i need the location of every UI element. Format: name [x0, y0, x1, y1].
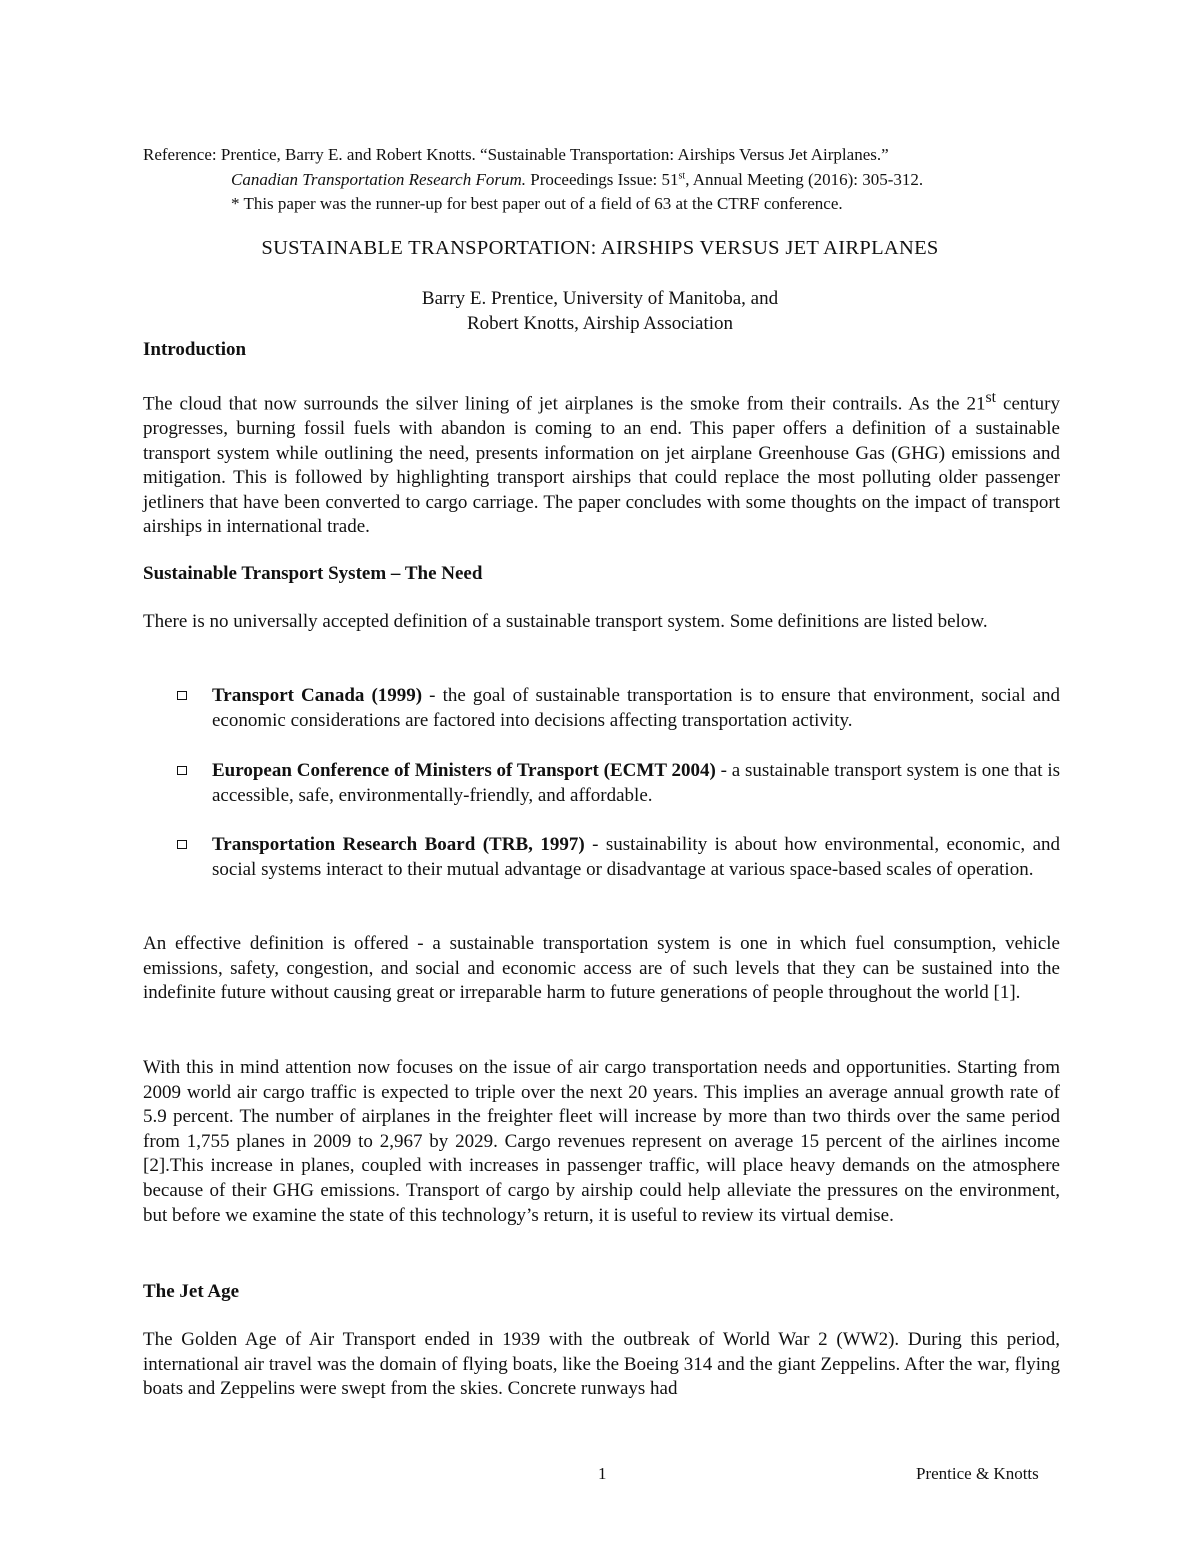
paper-title: SUSTAINABLE TRANSPORTATION: AIRSHIPS VERSUS JET AIRPLANES	[261, 237, 939, 259]
reference-note: * This paper was the runner-up for best paper out of a field of 63 at the CTRF conference.	[231, 194, 843, 213]
section-heading-introduction: Introduction	[143, 339, 247, 360]
bullet-transport-canada: Transport Canada (1999) - the goal of sustainable transportation is to ensure that environment, social and economic considerations are factored into decisions affecting transportation activity.	[212, 685, 1061, 731]
intro-paragraph: The cloud that now surrounds the silver lining of jet airplanes is the smoke from their contrails. As the 21st century progresses, burning fossil fuels with abandon is coming to an end. This paper offers a definition of a sustainable transport system while outlining the need, presents information on jet airplane Greenhouse Gas (GHG) emissions and mitigation. This is followed by highlighting transport airships that could replace the most polluting older passenger jetliners that have been converted to cargo carriage. The paper concludes with some thoughts on the impact of transport airships in international trade.	[143, 389, 1060, 538]
reference-proceedings: Canadian Transportation Research Forum. Proceedings Issue: 51st, Annual Meeting (2016): 305-312.	[231, 169, 924, 189]
checkbox-bullet-icon	[177, 840, 187, 849]
reference-line: Reference: Prentice, Barry E. and Robert Knotts. “Sustainable Transportation: Airships Versus Jet Airplanes.”	[143, 145, 889, 164]
section-heading-need: Sustainable Transport System – The Need	[143, 563, 483, 584]
need-paragraph-1: There is no universally accepted definition of a sustainable transport system. Some definitions are listed below.	[143, 611, 988, 632]
author-line-2: Robert Knotts, Airship Association	[467, 313, 733, 334]
jet-age-paragraph-1: The Golden Age of Air Transport ended in 1939 with the outbreak of World War 2 (WW2). During this period, international air travel was the domain of flying boats, like the Boeing 314 and the giant Zeppelins. After the war, flying boats and Zeppelins were swept from the skies. Concrete runways had	[143, 1329, 1060, 1400]
bullet-trb: Transportation Research Board (TRB, 1997) - sustainability is about how environmental, economic, and social systems interact to their mutual advantage or disadvantage at various space-based scales of operation.	[212, 834, 1061, 880]
checkbox-bullet-icon	[177, 691, 187, 700]
footer-authors: Prentice & Knotts	[916, 1464, 1039, 1483]
checkbox-bullet-icon	[177, 766, 187, 775]
bullet-ecmt: European Conference of Ministers of Transport (ECMT 2004) - a sustainable transport system is one that is accessible, safe, environmentally-friendly, and affordable.	[212, 760, 1060, 806]
need-paragraph-3: With this in mind attention now focuses on the issue of air cargo transportation needs and opportunities. Starting from 2009 world air cargo traffic is expected to triple over the next 20 years. This implies an average annual growth rate of 5.9 percent. The number of airplanes in the freighter fleet will increase by more than two thirds over the same period from 1,755 planes in 2009 to 2,967 by 2029. Cargo revenues represent on average 15 percent of the airlines income [2].This increase in planes, coupled with increases in passenger traffic, will place heavy demands on the atmosphere because of their GHG emissions. Transport of cargo by airship could help alleviate the pressures on the environment, but before we examine the state of this technology’s return, it is useful to review its virtual demise.	[143, 1057, 1060, 1226]
page-number: 1	[598, 1464, 607, 1483]
need-paragraph-2: An effective definition is offered - a sustainable transportation system is one in which fuel consumption, vehicle emissions, safety, congestion, and social and economic access are of such levels that they can be sustained into the indefinite future without causing great or irreparable harm to future generations of people throughout the world [1].	[143, 933, 1060, 1004]
author-block	[143, 286, 1057, 336]
reference-block	[143, 143, 1083, 217]
journal-name: Canadian Transportation Research Forum.	[231, 169, 526, 189]
author-line-1: Barry E. Prentice, University of Manitoba, and	[421, 288, 779, 309]
section-heading-jet-age: The Jet Age	[143, 1281, 240, 1302]
